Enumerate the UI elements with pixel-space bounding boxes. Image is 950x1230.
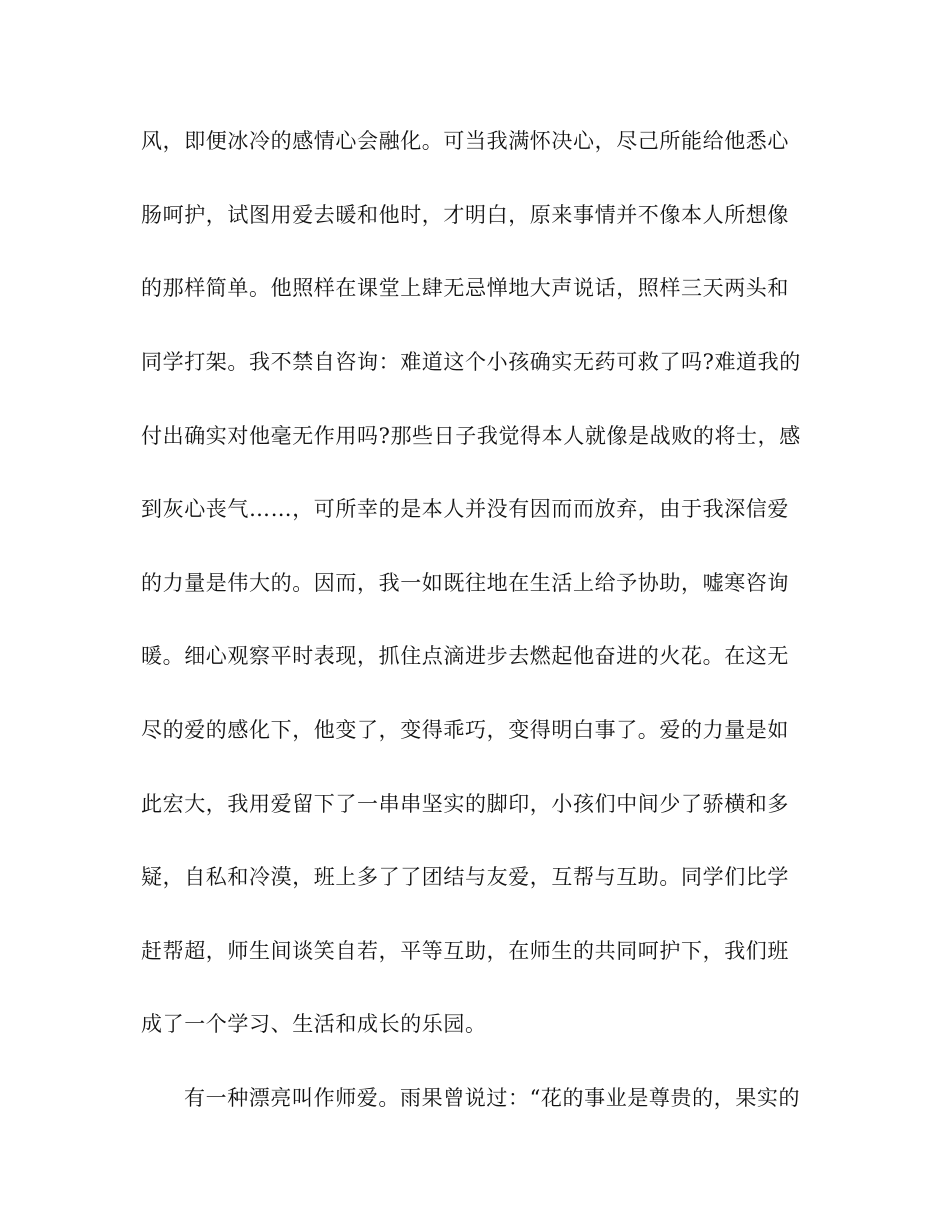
paragraph-line: 付出确实对他毫无作用吗?那些日子我觉得本人就像是战败的将士，感: [141, 424, 801, 448]
paragraph-line: 的力量是伟大的。因而，我一如既往地在生活上给予协助，嘘寒咨询: [141, 571, 789, 595]
paragraph-line: 到灰心丧气……，可所幸的是本人并没有因而而放弃，由于我深信爱: [141, 497, 789, 521]
paragraph-line: 赶帮超，师生间谈笑自若，平等互助，在师生的共同呵护下，我们班: [141, 939, 789, 963]
paragraph-line: 暖。细心观察平时表现，抓住点滴进步去燃起他奋进的火花。在这无: [141, 644, 789, 668]
paragraph-line: 此宏大，我用爱留下了一串串坚实的脚印，小孩们中间少了骄横和多: [141, 792, 789, 816]
paragraph-line: 同学打架。我不禁自咨询：难道这个小孩确实无药可救了吗?难道我的: [141, 350, 801, 374]
paragraph-line: 风，即便冰冷的感情心会融化。可当我满怀决心，尽己所能给他悉心: [141, 129, 789, 153]
paragraph-line: 肠呵护，试图用爱去暖和他时，才明白，原来事情并不像本人所想像: [141, 203, 789, 227]
next-paragraph-line: 有一种漂亮叫作师爱。雨果曾说过：“花的事业是尊贵的，果实的: [184, 1086, 801, 1110]
paragraph-line: 尽的爱的感化下，他变了，变得乖巧，变得明白事了。爱的力量是如: [141, 718, 789, 742]
paragraph-line: 的那样简单。他照样在课堂上肆无忌惮地大声说话，照样三天两头和: [141, 276, 789, 300]
paragraph-line: 疑，自私和冷漠，班上多了了团结与友爱，互帮与互助。同学们比学: [141, 865, 789, 889]
paragraph-line: 成了一个学习、生活和成长的乐园。: [141, 1012, 487, 1036]
